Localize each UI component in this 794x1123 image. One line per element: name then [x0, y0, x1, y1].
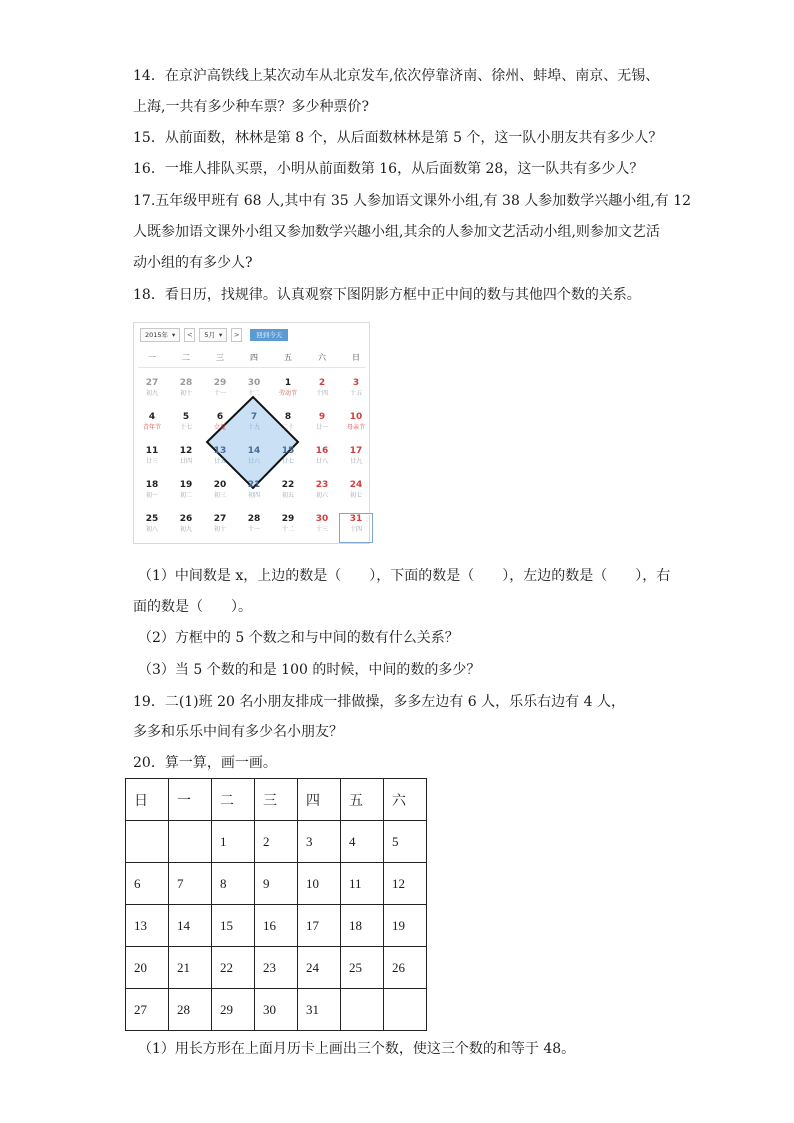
calendar-day[interactable] [203, 377, 237, 407]
q20-sub1: （1）用长方形在上面月历卡上画出三个数，使这三个数的和等于 48。 [138, 1041, 576, 1057]
table-header-cell: 三 [255, 779, 298, 821]
calendar-day[interactable] [237, 377, 271, 407]
weekday-label: 三 [216, 353, 224, 362]
weekday-label: 日 [352, 353, 360, 362]
month-calendar-table [125, 778, 427, 1031]
table-row [126, 863, 427, 905]
table-row [126, 821, 427, 863]
calendar-widget [133, 322, 370, 544]
lunar-label: 廿三 [145, 458, 158, 465]
day-number: 2 [318, 378, 326, 388]
day-number: 16 [315, 446, 329, 456]
table-cell: 30 [255, 989, 298, 1031]
lunar-label: 初五 [281, 492, 294, 499]
day-number: 12 [179, 446, 193, 456]
weekday-label: 六 [318, 353, 326, 362]
calendar-day[interactable] [169, 411, 203, 441]
table-cell: 27 [126, 989, 169, 1031]
lunar-label: 劳动节 [278, 390, 297, 397]
lunar-label: 初六 [315, 492, 328, 499]
day-number: 26 [179, 514, 193, 524]
q19-line1: 19．二(1)班 20 名小朋友排成一排做操，多多左边有 6 人，乐乐右边有 4 人， [133, 694, 625, 710]
lunar-label: 青年节 [142, 424, 161, 431]
lunar-label: 立夏 [213, 424, 226, 431]
table-cell: 24 [298, 947, 341, 989]
day-number: 29 [281, 514, 295, 524]
lunar-label: 十四 [349, 526, 362, 533]
day-number: 28 [179, 378, 193, 388]
q14-line1: 14．在京沪高铁线上某次动车从北京发车,依次停靠济南、徐州、蚌埠、南京、无锡、 [133, 68, 660, 84]
day-number: 19 [179, 480, 193, 490]
table-cell: 7 [169, 863, 212, 905]
lunar-label: 初十 [179, 390, 192, 397]
lunar-label: 廿六 [247, 458, 260, 465]
table-cell: 12 [384, 863, 427, 905]
lunar-label: 十三 [315, 526, 328, 533]
day-number: 9 [318, 412, 326, 422]
day-number: 28 [247, 514, 261, 524]
weekday-label: 二 [182, 353, 190, 362]
calendar-day[interactable] [271, 411, 305, 441]
day-number: 4 [148, 412, 156, 422]
calendar-day[interactable] [339, 411, 373, 441]
q14-line2: 上海,一共有多少种车票？多少种票价? [133, 99, 369, 115]
lunar-label: 初九 [145, 390, 158, 397]
table-header-row [126, 779, 427, 821]
table-row [126, 989, 427, 1031]
lunar-label: 十一 [247, 526, 260, 533]
calendar-day[interactable] [237, 445, 271, 475]
day-number: 25 [145, 514, 159, 524]
calendar-day[interactable] [169, 377, 203, 407]
day-number: 3 [352, 378, 360, 388]
table-cell [384, 989, 427, 1031]
lunar-label: 廿一 [315, 424, 328, 431]
day-number: 6 [216, 412, 224, 422]
calendar-day[interactable] [169, 479, 203, 509]
table-cell: 3 [298, 821, 341, 863]
table-header-cell: 二 [212, 779, 255, 821]
calendar-day[interactable] [237, 513, 271, 543]
day-number: 13 [213, 446, 227, 456]
day-number: 22 [281, 480, 295, 490]
day-number: 30 [315, 514, 329, 524]
day-number: 17 [349, 446, 363, 456]
lunar-label: 母亲节 [346, 424, 365, 431]
calendar-day[interactable] [339, 513, 373, 543]
calendar-day[interactable] [271, 445, 305, 475]
lunar-label: 廿八 [315, 458, 328, 465]
q19-line2: 多多和乐乐中间有多少名小朋友？ [133, 724, 343, 740]
day-number: 15 [281, 446, 295, 456]
day-number: 11 [145, 446, 159, 456]
calendar-day[interactable] [305, 513, 339, 543]
lunar-label: 初三 [213, 492, 226, 499]
table-cell [341, 989, 384, 1031]
next-month-button[interactable]: > [231, 328, 242, 342]
q20-title: 20．算一算，画一画。 [133, 755, 277, 771]
calendar-day[interactable] [305, 377, 339, 407]
calendar-day[interactable] [135, 411, 169, 441]
weekday-label: 一 [148, 353, 156, 362]
calendar-day[interactable] [339, 445, 373, 475]
table-cell: 11 [341, 863, 384, 905]
calendar-day[interactable] [135, 377, 169, 407]
calendar-day[interactable] [271, 513, 305, 543]
lunar-label: 初十 [213, 526, 226, 533]
q18-sub1-line2: 面的数是（ ）。 [133, 599, 252, 615]
calendar-day[interactable] [203, 479, 237, 509]
calendar-day[interactable] [339, 479, 373, 509]
lunar-label: 廿四 [179, 458, 192, 465]
table-cell: 25 [341, 947, 384, 989]
lunar-label: 十一 [213, 390, 226, 397]
q18-title: 18．看日历，找规律。认真观察下图阴影方框中正中间的数与其他四个数的关系。 [133, 287, 641, 303]
table-cell [169, 821, 212, 863]
calendar-day[interactable] [135, 513, 169, 543]
table-cell: 9 [255, 863, 298, 905]
calendar-day[interactable] [271, 377, 305, 407]
day-number: 14 [247, 446, 261, 456]
calendar-day[interactable] [169, 513, 203, 543]
day-number: 1 [284, 378, 292, 388]
calendar-day[interactable] [135, 479, 169, 509]
lunar-label: 廿七 [281, 458, 294, 465]
table-header-cell: 六 [384, 779, 427, 821]
table-cell: 23 [255, 947, 298, 989]
day-number: 31 [349, 514, 363, 524]
day-number: 8 [284, 412, 292, 422]
year-select-value: 2015年 [145, 331, 169, 339]
lunar-label: 二十 [281, 424, 294, 431]
table-cell: 17 [298, 905, 341, 947]
day-number: 27 [213, 514, 227, 524]
day-number: 27 [145, 378, 159, 388]
prev-month-button[interactable]: < [184, 328, 195, 342]
table-cell: 26 [384, 947, 427, 989]
lunar-label: 十四 [315, 390, 328, 397]
lunar-label: 廿五 [213, 458, 226, 465]
day-number: 29 [213, 378, 227, 388]
calendar-day[interactable] [305, 411, 339, 441]
month-select-value: 5月 [204, 331, 215, 339]
lunar-label: 初一 [145, 492, 158, 499]
table-header-cell: 五 [341, 779, 384, 821]
lunar-label: 初九 [179, 526, 192, 533]
table-cell: 22 [212, 947, 255, 989]
lunar-label: 十五 [349, 390, 362, 397]
day-number: 30 [247, 378, 261, 388]
table-header-cell: 一 [169, 779, 212, 821]
chevron-down-icon: ▾ [172, 331, 176, 339]
calendar-day[interactable] [203, 513, 237, 543]
day-number: 20 [213, 480, 227, 490]
table-row [126, 905, 427, 947]
table-header-cell: 日 [126, 779, 169, 821]
table-cell: 5 [384, 821, 427, 863]
table-cell: 4 [341, 821, 384, 863]
table-cell: 16 [255, 905, 298, 947]
calendar-day[interactable] [169, 445, 203, 475]
calendar-day[interactable] [305, 445, 339, 475]
table-cell: 8 [212, 863, 255, 905]
table-cell: 20 [126, 947, 169, 989]
q15-text: 15．从前面数，林林是第 8 个，从后面数林林是第 5 个，这一队小朋友共有多少人？ [133, 130, 663, 146]
day-number: 5 [182, 412, 190, 422]
calendar-day[interactable] [237, 479, 271, 509]
table-cell: 15 [212, 905, 255, 947]
table-cell: 21 [169, 947, 212, 989]
calendar-day[interactable] [203, 411, 237, 441]
calendar-day[interactable] [339, 377, 373, 407]
table-row [126, 947, 427, 989]
day-number: 21 [247, 480, 261, 490]
q17-line2: 人既参加语文课外小组又参加数学兴趣小组,其余的人参加文艺活动小组,则参加文艺活 [133, 224, 660, 240]
table-cell [126, 821, 169, 863]
table-cell: 13 [126, 905, 169, 947]
table-header-cell: 四 [298, 779, 341, 821]
lunar-label: 初七 [349, 492, 362, 499]
table-cell: 1 [212, 821, 255, 863]
day-number: 10 [349, 412, 363, 422]
calendar-day[interactable] [305, 479, 339, 509]
q17-line3: 动小组的有多少人? [133, 255, 253, 271]
back-to-today-button[interactable]: 回到今天 [250, 329, 288, 341]
lunar-label: 十二 [247, 390, 260, 397]
day-number: 24 [349, 480, 363, 490]
q17-line1: 17.五年级甲班有 68 人,其中有 35 人参加语文课外小组,有 38 人参加数学兴趣小组,有 12 [133, 193, 692, 209]
table-cell: 29 [212, 989, 255, 1031]
lunar-label: 十七 [179, 424, 192, 431]
day-number: 23 [315, 480, 329, 490]
lunar-label: 初二 [179, 492, 192, 499]
lunar-label: 初四 [247, 492, 260, 499]
calendar-day[interactable] [135, 445, 169, 475]
table-cell: 19 [384, 905, 427, 947]
lunar-label: 十二 [281, 526, 294, 533]
table-cell: 14 [169, 905, 212, 947]
table-cell: 2 [255, 821, 298, 863]
day-number: 18 [145, 480, 159, 490]
table-cell: 31 [298, 989, 341, 1031]
lunar-label: 廿九 [349, 458, 362, 465]
weekday-label: 四 [250, 353, 258, 362]
table-cell: 18 [341, 905, 384, 947]
lunar-label: 初八 [145, 526, 158, 533]
table-cell: 10 [298, 863, 341, 905]
lunar-label: 十九 [247, 424, 260, 431]
q18-sub1-line1: （1）中间数是 x，上边的数是（ ），下面的数是（ ），左边的数是（ ），右 [138, 568, 671, 584]
calendar-day[interactable] [271, 479, 305, 509]
q18-sub2: （2）方框中的 5 个数之和与中间的数有什么关系？ [138, 630, 459, 646]
calendar-day[interactable] [237, 411, 271, 441]
day-number: 7 [250, 412, 258, 422]
calendar-day[interactable] [203, 445, 237, 475]
table-cell: 28 [169, 989, 212, 1031]
q16-text: 16．一堆人排队买票，小明从前面数第 16，从后面数第 28，这一队共有多少人？ [133, 161, 644, 177]
weekday-label: 五 [284, 353, 292, 362]
q18-sub3: （3）当 5 个数的和是 100 的时候，中间的数的多少？ [138, 662, 481, 678]
chevron-down-icon: ▾ [218, 331, 223, 339]
table-cell: 6 [126, 863, 169, 905]
